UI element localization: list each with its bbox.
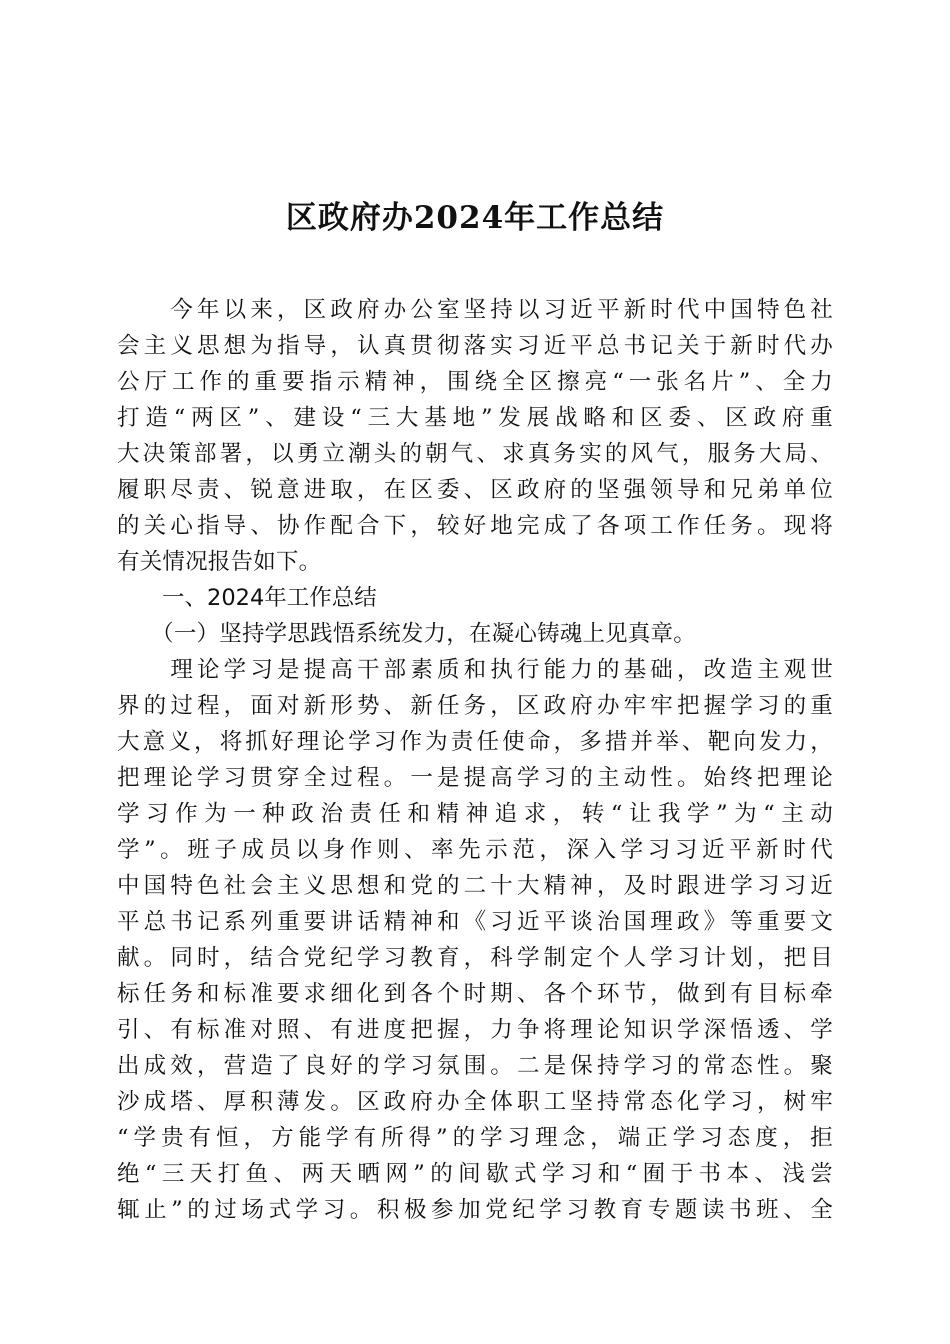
paragraph-line: “学贵有恒，方能学有所得”的学习理念，端正学习态度，拒	[117, 1125, 833, 1151]
paragraph-line: 打造“两区”、建设“三大基地”发展战略和区委、区政府重	[117, 405, 833, 431]
paragraph-line: 界的过程，面对新形势、新任务，区政府办牢牢把握学习的重	[117, 693, 833, 719]
section-heading: 一、2024年工作总结	[117, 585, 377, 611]
document-title: 区政府办2024年工作总结	[285, 200, 665, 236]
paragraph-line: 出成效，营造了良好的学习氛围。二是保持学习的常态性。聚	[117, 1053, 833, 1079]
paragraph-line: 沙成塔、厚积薄发。区政府办全体职工坚持常态化学习，树牢	[117, 1089, 833, 1115]
paragraph-line: 公厅工作的重要指示精神，围绕全区擦亮“一张名片”、全力	[117, 369, 833, 395]
subsection-heading: （一）坚持学思践悟系统发力，在凝心铸魂上见真章。	[117, 621, 696, 647]
paragraph-line: 的关心指导、协作配合下，较好地完成了各项工作任务。现将	[117, 513, 833, 539]
paragraph-line: 今年以来，区政府办公室坚持以习近平新时代中国特色社	[117, 297, 833, 323]
paragraph-line: 中国特色社会主义思想和党的二十大精神，及时跟进学习习近	[117, 873, 833, 899]
paragraph-line: 理论学习是提高干部素质和执行能力的基础，改造主观世	[117, 657, 833, 683]
paragraph-line: 会主义思想为指导，认真贯彻落实习近平总书记关于新时代办	[117, 333, 833, 359]
paragraph-line: 大意义，将抓好理论学习作为责任使命，多措并举、靶向发力，	[117, 729, 833, 755]
paragraph-line: 标任务和标准要求细化到各个时期、各个环节，做到有目标牵	[117, 981, 833, 1007]
paragraph-line: 辄止”的过场式学习。积极参加党纪学习教育专题读书班、全	[117, 1197, 833, 1223]
paragraph-line: 履职尽责、锐意进取，在区委、区政府的坚强领导和兄弟单位	[117, 477, 833, 503]
paragraph-line: 献。同时，结合党纪学习教育，科学制定个人学习计划，把目	[117, 945, 833, 971]
paragraph-line: 学习作为一种政治责任和精神追求，转“让我学”为“主动	[117, 801, 833, 827]
paragraph-line: 学”。班子成员以身作则、率先示范，深入学习习近平新时代	[117, 837, 833, 863]
paragraph-line: 大决策部署，以勇立潮头的朝气、求真务实的风气，服务大局、	[117, 441, 833, 467]
paragraph-line: 引、有标准对照、有进度把握，力争将理论知识学深悟透、学	[117, 1017, 833, 1043]
paragraph-line: 有关情况报告如下。	[117, 549, 322, 575]
paragraph-line: 绝“三天打鱼、两天晒网”的间歇式学习和“囿于书本、浅尝	[117, 1161, 833, 1187]
paragraph-line: 平总书记系列重要讲话精神和《习近平谈治国理政》等重要文	[117, 909, 833, 935]
paragraph-line: 把理论学习贯穿全过程。一是提高学习的主动性。始终把理论	[117, 765, 833, 791]
